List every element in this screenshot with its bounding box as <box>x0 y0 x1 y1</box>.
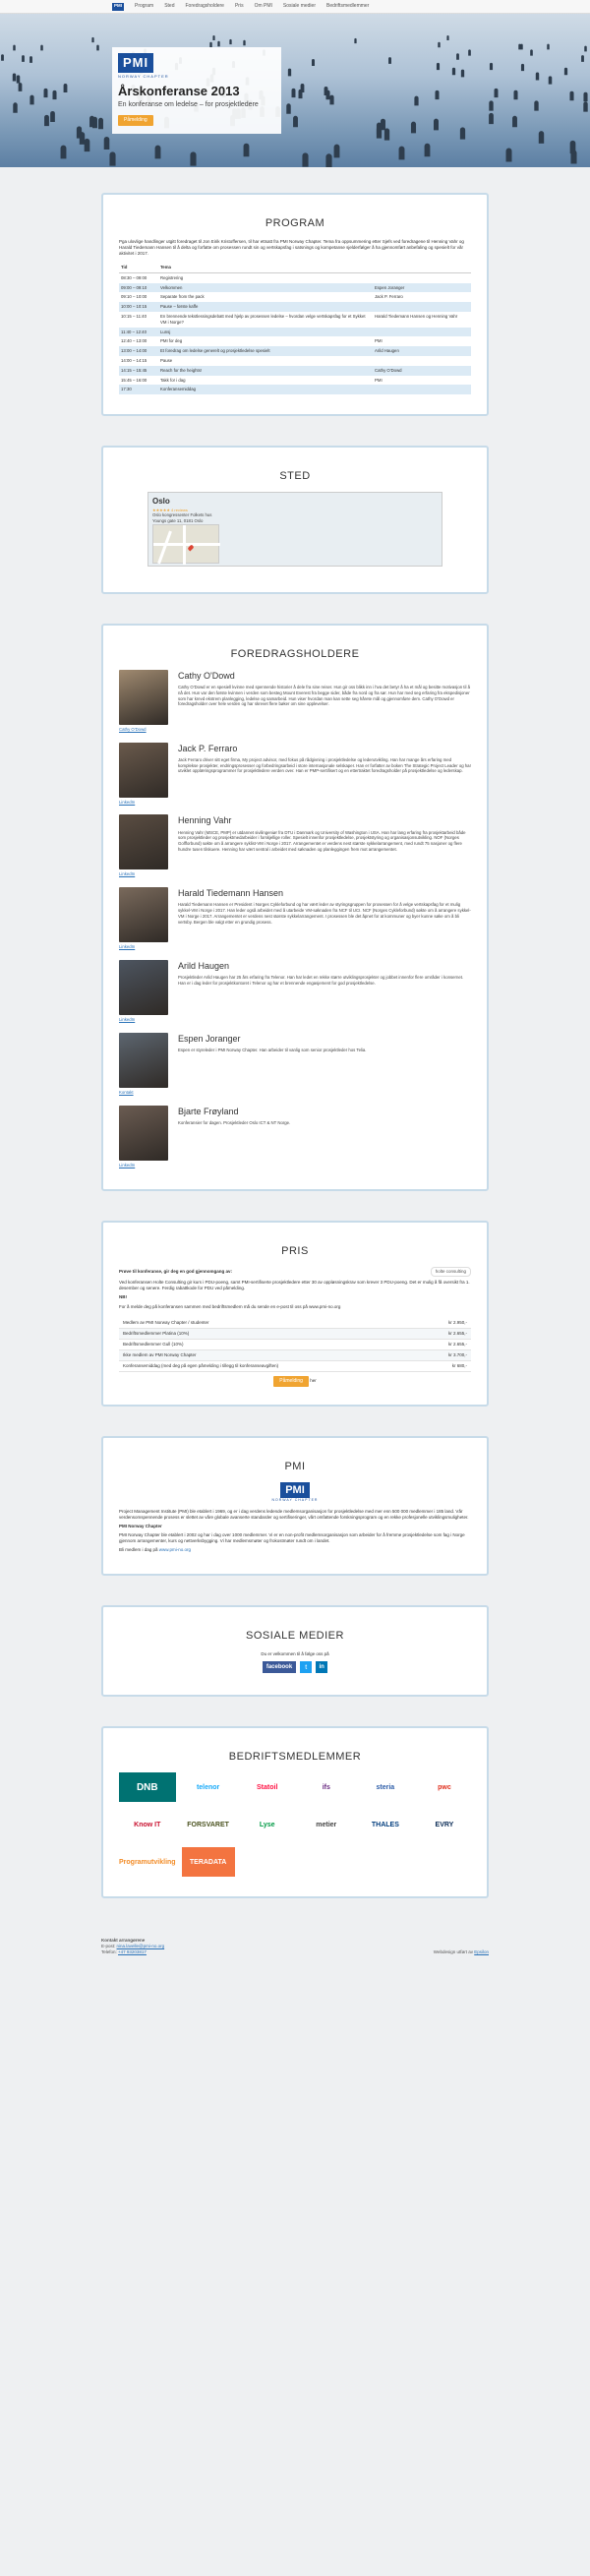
crowd-figure <box>212 35 214 40</box>
member-logo-programutvikling[interactable]: Programutvikling <box>119 1858 176 1866</box>
price-value: kr 2.655,- <box>447 1330 467 1336</box>
crowd-figure <box>534 101 538 111</box>
crowd-figure <box>190 152 196 166</box>
nav-link-om-pmi[interactable]: Om PMI <box>254 3 272 10</box>
crowd-figure <box>154 145 160 158</box>
crowd-figure <box>411 121 416 133</box>
price-label: Ikke medlem av PMI Norway Chapter <box>123 1351 197 1357</box>
pris-intro: Ved konferansen Holte Consulting gir kurs i PDU-poeng, samt PMI-sertifiserte prosjektledere etter 30 av oppløsningskrav som krever 3 PDU-poeng. Det er mulig å få oversikt fra 1. desember og senere. Ferdig rabattkode for PDU ved påmelding. <box>119 1280 470 1291</box>
program-time: 13:00 – 14:00 <box>119 346 158 356</box>
program-speaker: Jack P. Ferraro <box>375 294 403 300</box>
footer-credit: Webdesign utført av <box>433 1949 473 1955</box>
program-speaker: Espen Joranger <box>373 283 471 293</box>
program-speaker: PMI <box>375 338 383 344</box>
crowd-figure <box>460 127 465 139</box>
program-time: 08:30 – 09:00 <box>121 274 148 280</box>
price-value: kr 2.655,- <box>447 1341 467 1347</box>
crowd-figure <box>564 67 567 75</box>
speaker-photo-column <box>119 960 168 1023</box>
footer-credit-link[interactable]: Epsilon <box>474 1949 489 1955</box>
pris-register-suffix: her <box>310 1377 317 1383</box>
social-section <box>101 1605 489 1697</box>
program-time: 10:00 – 10:15 <box>119 302 158 312</box>
footer <box>101 1928 489 1965</box>
pmi-subheading: PMI Norway Chapter <box>119 1524 162 1529</box>
price-row <box>119 1340 471 1350</box>
price-row <box>119 1329 471 1340</box>
crowd-figure <box>489 112 494 123</box>
crowd-figure <box>218 40 220 45</box>
price-row <box>119 1318 471 1329</box>
crowd-figure <box>414 95 418 105</box>
speaker-link[interactable]: LinkedIn <box>119 944 136 950</box>
speaker-card <box>119 670 471 733</box>
crowd-figure <box>44 89 48 97</box>
crowd-figure <box>425 143 431 156</box>
speaker-card <box>119 1033 471 1096</box>
crowd-figure <box>85 139 90 151</box>
crowd-figure <box>570 90 574 99</box>
member-logo-teradata[interactable]: TERADATA <box>182 1847 235 1877</box>
price-label: Konferansemiddag (med deg på egen påmelding i tillegg til konferanseavgiften) <box>123 1362 279 1368</box>
speaker-card <box>119 887 471 950</box>
program-row <box>119 283 471 293</box>
program-row <box>119 312 471 328</box>
program-row <box>119 356 471 366</box>
crowd-figure <box>520 44 522 50</box>
program-topic: Takk for i dag <box>160 377 186 383</box>
program-intro: Pga ulovlige handlinger utgitt foredraget til Jon Eirik Kristoffersen, til har ettsatt fra PMI Norway Chapter. Tema fra oppsummering etter Sjefs ved foredragene til Henning Vahr og Harald Tiedemann Hansen til å delta og forfatte om prosessen rundt sin og vertskapsfag i satsnings og kompetanse sjelderfølger å ha gjennomført anbefaling og spesielt for vår aktivitet i 2017. <box>119 238 464 256</box>
col-topic-header: Tema <box>158 263 373 272</box>
hero-crowd-background <box>0 14 590 167</box>
speakers-section <box>101 624 489 1191</box>
speaker-photo-column <box>119 814 168 877</box>
crowd-figure <box>13 44 15 50</box>
crowd-figure <box>288 69 291 77</box>
crowd-figure <box>490 63 493 70</box>
pmi-website-link[interactable]: www.pmi-no.org <box>158 1547 192 1553</box>
speaker-bio: Konferansier for dagen. Prosjektleder Oslo ICT & NT Norge. <box>178 1119 291 1125</box>
pris-note-title: NB! <box>119 1294 127 1300</box>
speaker-name: Jack P. Ferraro <box>178 743 238 753</box>
program-row <box>119 385 471 394</box>
crowd-figure <box>287 103 291 113</box>
price-value: kr 3.700,- <box>447 1351 467 1357</box>
map-title: Oslo <box>152 497 170 507</box>
crowd-figure <box>302 152 308 166</box>
program-speaker: Cathy O'Dowd <box>373 366 471 376</box>
hero-title: Årskonferanse 2013 <box>118 83 240 98</box>
program-time: 14:15 – 15:45 <box>119 366 158 376</box>
members-section <box>101 1726 489 1898</box>
col-speaker-header <box>373 263 471 272</box>
speaker-card <box>119 743 471 806</box>
program-time: 09:00 – 09:10 <box>119 283 158 293</box>
crowd-figure <box>244 144 250 157</box>
crowd-figure <box>1 55 4 62</box>
speaker-link[interactable]: LinkedIn <box>119 871 136 877</box>
holte-consulting-logo: holte consulting <box>431 1267 471 1277</box>
members-heading: BEDRIFTSMEDLEMMER <box>228 1751 362 1764</box>
program-time: 11:40 – 12:40 <box>119 328 158 337</box>
program-row <box>119 302 471 312</box>
speaker-photo <box>119 960 168 1015</box>
crowd-figure <box>434 119 439 131</box>
program-topic: En brennende tekstlessingsdebatt med hjelp av prosessen ledelse – hvordan velge vertskapsfag for et Sykket VM i Norge? <box>160 314 366 325</box>
hero-subtitle: En konferanse om ledelse – for prosjektledere <box>118 101 259 109</box>
speaker-bio: Harald Tiedemann Hansen er President i Norges Cykleforbund og har vært leder av styringsgruppen for prosessen for å velge vertskapsfag for et mulig sykkel-VM i Norge i 2017. Han leder også arbeidet med å utarbeide VM-søknaden fra NCF til UCI. NCF (Norges Cykleforbund) søkte om å arrangere sykkel-VM i Norge i 2017. Arrangementet er verdens nest største sykkelarrangement. I prosessen ble det åpnet for at kommuner og byer kunne søke om å bli vertsby. Bergen ble valgt etter en grundig prosess. <box>178 902 471 925</box>
speakers-heading: FOREDRAGSHOLDERE <box>230 648 360 661</box>
crowd-figure <box>90 115 95 126</box>
crowd-figure <box>512 116 517 127</box>
col-time-header: Tid <box>119 263 158 272</box>
pmi-section-chapter: NORWAY CHAPTER <box>271 1498 319 1503</box>
program-heading: PROGRAM <box>265 217 325 229</box>
speaker-name: Bjarte Frøyland <box>178 1106 239 1116</box>
nav-link-foredragsholdere[interactable]: Foredragsholdere <box>185 3 224 10</box>
crowd-figure <box>585 45 588 51</box>
program-row <box>119 336 471 346</box>
speaker-name: Harald Tiedemann Hansen <box>178 888 284 899</box>
pris-section <box>101 1221 489 1406</box>
sted-heading: STED <box>279 470 311 483</box>
pmi-text-1: Project Management Institute (PMI) ble etablert i 1969, og er i dag verdens ledende medlemsorganisasjon for prosjektledelse med mer enn 500 000 medlemmer i 185 land. Vår verdensomspennende prosess er slettet av våre globale avanserte standarder og sertifiseringer, vårt omfattende forskningsprogram og en rekke profesjonelle utviklingsmuligheter. <box>119 1509 469 1521</box>
crowd-figure <box>535 72 538 80</box>
crowd-figure <box>456 53 459 59</box>
top-navigation <box>0 0 590 14</box>
program-speaker <box>373 328 471 337</box>
crowd-figure <box>436 90 440 98</box>
nav-link-pris[interactable]: Pris <box>234 3 244 10</box>
speaker-card <box>119 1106 471 1168</box>
crowd-figure <box>452 68 455 76</box>
speaker-name: Arild Haugen <box>178 961 230 972</box>
program-topic: Konferansemiddag <box>158 385 373 394</box>
nav-link-bedriftsmedlemmer[interactable]: Bedriftsmedlemmer <box>326 3 370 10</box>
program-topic: Velkommen <box>158 283 373 293</box>
price-value: kr 680,- <box>451 1362 467 1368</box>
member-logo-know-it[interactable]: Know IT <box>134 1821 161 1828</box>
speaker-photo-column <box>119 887 168 950</box>
program-row <box>119 366 471 376</box>
member-logo-forsvaret[interactable]: FORSVARET <box>187 1821 229 1828</box>
pmi-section-logo: PMI <box>280 1482 310 1499</box>
speaker-photo <box>119 1106 168 1161</box>
crowd-figure <box>398 146 404 159</box>
program-section <box>101 193 489 416</box>
footer-email-link[interactable]: nina.lavelle@pmi-no.org <box>116 1944 165 1949</box>
speaker-photo-column <box>119 1033 168 1096</box>
crowd-figure <box>521 64 524 71</box>
speaker-link[interactable]: LinkedIn <box>119 1017 136 1023</box>
crowd-figure <box>376 123 381 135</box>
footer-contact-title: Kontakt arrangørene <box>101 1938 146 1944</box>
social-text: Du er velkommen til å følge oss på <box>261 1651 329 1657</box>
program-topic: Separate from the pack <box>160 294 205 300</box>
program-row <box>119 272 471 282</box>
crowd-figure <box>13 73 16 81</box>
crowd-figure <box>468 50 471 56</box>
crowd-figure <box>437 63 440 70</box>
speaker-card <box>119 814 471 877</box>
crowd-figure <box>64 84 68 92</box>
speaker-photo-column <box>119 670 168 733</box>
crowd-figure <box>40 44 42 50</box>
price-row <box>119 1350 471 1361</box>
program-table <box>119 263 471 394</box>
member-logo-statoil[interactable]: Statoil <box>257 1783 278 1791</box>
crowd-figure <box>53 90 57 98</box>
program-time: 10:15 – 11:40 <box>121 314 147 320</box>
pmi-nav-logo[interactable]: PMI <box>112 3 124 11</box>
crowd-figure <box>104 137 110 150</box>
crowd-figure <box>581 55 584 62</box>
crowd-figure <box>23 55 26 62</box>
speaker-photo-column <box>119 743 168 806</box>
program-topic: Lunsj <box>158 328 373 337</box>
venue-address: Youngs gate 11, 0181 Oslo <box>152 518 204 524</box>
crowd-figure <box>30 56 32 63</box>
program-topic: Et foredrag om ledelse generelt og prosjektledelse spesielt <box>158 346 373 356</box>
speaker-photo <box>119 743 168 798</box>
program-row <box>119 376 471 386</box>
crowd-figure <box>110 152 116 166</box>
sted-section <box>101 446 489 594</box>
program-topic: Reach for the heights! <box>158 366 373 376</box>
footer-email-label: E-post: <box>101 1944 116 1949</box>
facebook-icon[interactable]: facebook <box>263 1661 296 1673</box>
crowd-figure <box>547 44 549 50</box>
member-logo-lyse[interactable]: Lyse <box>259 1821 275 1828</box>
program-speaker <box>373 385 471 394</box>
speaker-link[interactable]: LinkedIn <box>119 799 136 805</box>
pmi-heading: PMI <box>284 1460 306 1472</box>
speaker-link[interactable]: Cathy O'Dowd <box>119 726 147 732</box>
crowd-figure <box>60 146 66 159</box>
speaker-photo-column <box>119 1106 168 1168</box>
crowd-figure <box>495 89 499 97</box>
program-time: 14:00 – 14:15 <box>121 358 148 363</box>
program-row <box>119 328 471 337</box>
crowd-figure <box>325 90 329 99</box>
price-value: kr 2.950,- <box>447 1319 467 1325</box>
price-list <box>119 1318 471 1372</box>
member-logo-metier[interactable]: metier <box>316 1821 337 1828</box>
member-logo-evry[interactable]: EVRY <box>435 1821 454 1828</box>
member-logo-pwc[interactable]: pwc <box>438 1783 451 1791</box>
crowd-figure <box>570 140 576 152</box>
pris-register-button[interactable]: Påmelding <box>273 1376 309 1387</box>
crowd-figure <box>334 145 340 158</box>
speaker-bio: Cathy O'Dowd er en spesiell kvinne med spennende historier å dele fra sine reiser. Hun gir oss blikk inn i hva det betyr å ha et mål og besitte motivasjon til å nå det. Hun var den første kvinnen i verden som besteg Mount Everest fra begge sider, både fra nord og fra sør. Hun har med seg erfaring fra ekspedisjoner som har krevd ekstrem planlegging, ledelse og samarbeid. Hun viser hvordan man kan sette seg hårete mål og gjennomføre dem. Cathy O'Dowd er foredragsholder over hele verden og har skrevet flere bøker om sine opplevelser. <box>178 685 470 707</box>
crowd-figure <box>531 49 534 55</box>
crowd-figure <box>230 38 232 43</box>
crowd-figure <box>30 95 34 105</box>
pris-heading: PRIS <box>281 1245 309 1258</box>
footer-phone-link[interactable]: +47 93203817 <box>118 1949 147 1955</box>
hero-card <box>112 47 281 134</box>
crowd-figure <box>549 76 553 84</box>
price-label: Bedriftsmedlemmer Platina (10%) <box>123 1330 190 1336</box>
program-time: 09:10 – 10:00 <box>121 294 148 300</box>
pris-note: For å melde deg på konferansen sammen med bedriftsmedlem må du sende en e-post til oss på www.pmi-no.org <box>119 1303 341 1309</box>
crowd-figure <box>19 83 23 91</box>
linkedin-icon[interactable]: in <box>316 1661 327 1673</box>
crowd-figure <box>438 42 440 48</box>
crowd-figure <box>325 154 331 167</box>
crowd-figure <box>355 38 357 43</box>
crowd-figure <box>584 91 588 101</box>
crowd-figure <box>514 90 518 99</box>
program-row <box>119 346 471 356</box>
member-logo-ifs[interactable]: ifs <box>322 1783 330 1791</box>
program-row <box>119 292 471 302</box>
crowd-figure <box>50 111 55 122</box>
crowd-figure <box>446 35 448 40</box>
speaker-photo <box>119 814 168 869</box>
nav-link-program[interactable]: Program <box>135 3 154 10</box>
member-logo-steria[interactable]: steria <box>376 1783 395 1791</box>
speaker-photo <box>119 670 168 725</box>
program-topic: Pause <box>160 358 173 363</box>
crowd-figure <box>312 59 315 66</box>
nav-link-sted[interactable]: Sted <box>164 3 175 10</box>
price-label: Bedriftsmedlemmer Gull (10%) <box>123 1341 184 1347</box>
pmi-link-text: Bli medlem i dag på <box>119 1547 158 1553</box>
speaker-photo <box>119 1033 168 1088</box>
program-speaker <box>373 302 471 312</box>
crowd-figure <box>244 40 246 45</box>
crowd-figure <box>96 45 98 51</box>
program-speaker <box>373 356 471 366</box>
crowd-figure <box>461 70 464 78</box>
speaker-name: Espen Joranger <box>178 1033 241 1044</box>
member-logo-dnb[interactable]: DNB <box>119 1772 176 1802</box>
speaker-bio: Espen er styreleder i PMI Norway Chapter. Han arbeider til vanlig som senior prosjektleder hos Telia. <box>178 1048 367 1052</box>
venue-map[interactable] <box>148 492 442 567</box>
speaker-link[interactable]: Kontakt <box>119 1089 134 1095</box>
program-speaker: Harald Tiedemann Hansen og Henning Vahr <box>375 314 458 320</box>
map-rating: ★★★★★ 4 reviews <box>152 507 188 512</box>
venue-name: Oslo kongressenter Folkets hus <box>152 512 212 518</box>
pmi-section <box>101 1436 489 1577</box>
program-topic: Registrering <box>160 274 184 280</box>
pmi-logo: PMI <box>118 53 153 73</box>
crowd-figure <box>506 149 512 162</box>
program-time: 17:30 <box>119 385 158 394</box>
crowd-figure <box>388 57 391 64</box>
member-logo-telenor[interactable]: telenor <box>196 1783 220 1791</box>
program-topic: Pause – første kaffe <box>158 302 373 312</box>
twitter-icon[interactable]: t <box>300 1661 312 1673</box>
speaker-bio: Henning Vahr (MSCE, PMP) er utdannet sivilingeniør fra DTU i Danmark og University of Washington i USA. Han har lang erfaring fra prosjektarbeid både som prosjektleder og prosjektmedarbeider i forskjellige roller. Spesielt innenfor prosjektledelse, prosjektstyring og organisasjonsutvikling. NOF (Norges Golfforbund) søkte om å arrangere syklist-VM i Norge i 2017. Arrangementet er verdens nest største sykkelarrangement, med rundt 75 nasjoner og flere hundre tusen tilskuere. Henning har vært sentral i arbeidet med søknaden og planleggingen frem mot arrangementet. <box>178 829 466 852</box>
price-row <box>119 1361 471 1372</box>
speaker-name: Cathy O'Dowd <box>178 670 235 681</box>
crowd-figure <box>301 84 305 92</box>
program-time: 12:40 – 13:00 <box>121 338 148 344</box>
hero-banner <box>0 14 590 167</box>
program-time: 15:45 – 16:00 <box>121 377 148 383</box>
nav-link-sosiale-medier[interactable]: Sosiale medier <box>282 3 316 10</box>
program-speaker <box>373 272 471 282</box>
crowd-figure <box>80 132 85 145</box>
pris-intro-title: Prøve til konferanse, gir deg en god gjennomgang av: <box>119 1269 233 1275</box>
pmi-text-2: PMI Norway Chapter ble etablert i 2002 og har i dag over 1000 medlemmer. Vi er en non-profit medlemsorganisasjon som arbeider for å fremme prosjektledelse som fag i Norge gjennom arrangementer, kurs og nettverksbygging. Vi har medlemsmøter og frokostmøter rundt om i landet. <box>119 1532 465 1544</box>
hero-register-button[interactable]: Påmelding <box>118 115 153 126</box>
speaker-link[interactable]: LinkedIn <box>119 1162 136 1168</box>
speaker-photo <box>119 887 168 942</box>
program-speaker: PMI <box>375 377 383 383</box>
crowd-figure <box>91 37 93 42</box>
member-logo-thales[interactable]: THALES <box>371 1821 399 1828</box>
crowd-figure <box>583 101 587 111</box>
crowd-figure <box>490 100 494 110</box>
crowd-figure <box>539 132 544 145</box>
chapter-label: NORWAY CHAPTER <box>118 73 169 79</box>
speaker-bio: Jack Ferraro driver sitt eget firma, My project advisor, med fokus på rådgivning i prosjektledelse og lederutvikling. Han har mange års erfaring med komplekse prosjekter, endringsprosesser og forbedringsarbeid i store internasjonale selskaper. Han er forfatter av boken The Strategic Project Leader og har utviklet opplæringsprogrammer for prosjektledere verden over. Han er PMP-sertifisert og en ettertraktet foredragsholder på prosjektledelse og lederskap. <box>178 756 472 774</box>
map-thumbnail[interactable] <box>152 524 219 564</box>
crowd-figure <box>292 89 296 97</box>
crowd-figure <box>44 115 49 126</box>
speaker-bio: Prosjektleder Arild Haugen har 25 års erfaring fra Telenor. Han har ledet en rekke større utviklingsprosjekter og jobbet innenfor flere områder i konsernet. Han er i dag leder for prosjektkontoret i Telenor og har et brennende engasjement for god prosjektledelse. <box>178 975 464 986</box>
crowd-figure <box>330 94 334 104</box>
footer-phone-label: Telefon: <box>101 1949 117 1955</box>
crowd-figure <box>293 116 298 127</box>
program-topic: PMI for deg <box>160 338 183 344</box>
crowd-figure <box>98 118 103 130</box>
social-heading: SOSIALE MEDIER <box>246 1630 344 1643</box>
speaker-card <box>119 960 471 1023</box>
crowd-figure <box>14 102 18 112</box>
program-speaker: Arild Haugen <box>373 346 471 356</box>
price-label: Medlem av PMI Norway Chapter / studenter <box>123 1319 209 1325</box>
speaker-name: Henning Vahr <box>178 815 232 826</box>
